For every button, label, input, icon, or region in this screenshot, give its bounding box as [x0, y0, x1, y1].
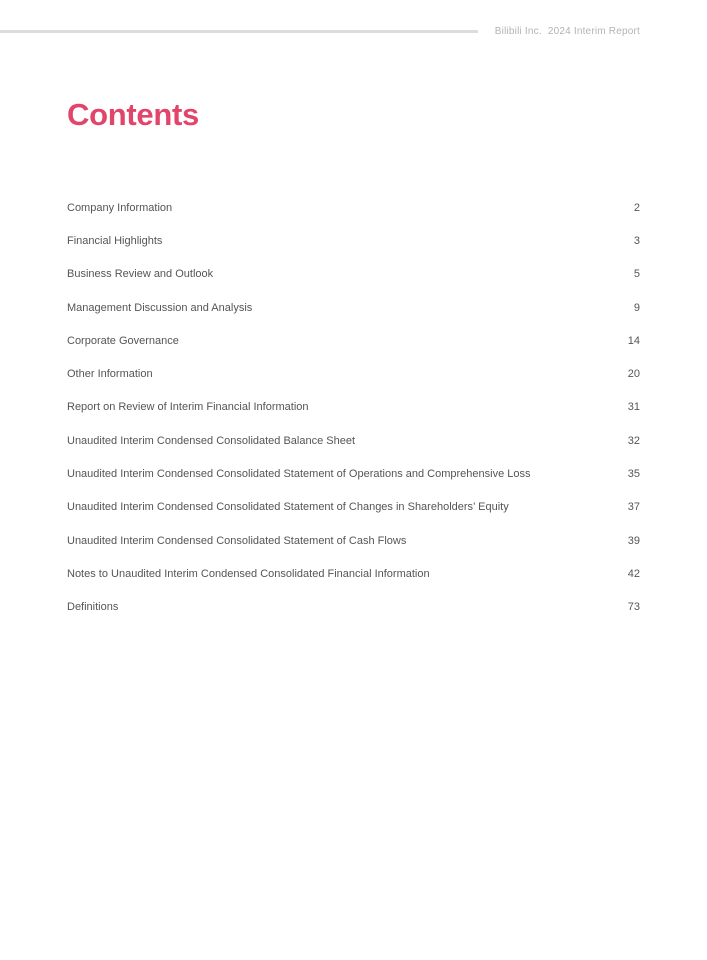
toc-item[interactable]	[67, 524, 640, 557]
table-of-contents	[67, 191, 640, 624]
toc-item-label: Company Information	[67, 201, 173, 214]
toc-item-page: 42	[627, 567, 640, 580]
toc-item-label: Definitions	[67, 601, 119, 614]
toc-item-label: Unaudited Interim Condensed Consolidated Balance Sheet	[67, 434, 356, 447]
toc-item[interactable]	[67, 224, 640, 257]
toc-item-label: Other Information	[67, 368, 153, 381]
toc-item[interactable]	[67, 391, 640, 424]
toc-item-label: Report on Review of Interim Financial Information	[67, 401, 309, 414]
toc-item-page: 37	[627, 501, 640, 514]
toc-item-page: 3	[633, 234, 640, 247]
toc-item-label: Unaudited Interim Condensed Consolidated Statement of Operations and Comprehensive Loss	[67, 468, 531, 481]
toc-item-page: 2	[633, 201, 640, 214]
toc-item-label: Notes to Unaudited Interim Condensed Consolidated Financial Information	[67, 567, 430, 580]
toc-item[interactable]	[67, 491, 640, 524]
toc-item-page: 73	[627, 601, 640, 614]
toc-item-label: Business Review and Outlook	[67, 268, 214, 281]
toc-item[interactable]	[67, 457, 640, 490]
toc-item-page: 9	[633, 301, 640, 314]
toc-item-page: 39	[627, 534, 640, 547]
toc-item-label: Corporate Governance	[67, 334, 179, 347]
toc-item[interactable]	[67, 424, 640, 457]
toc-item-label: Management Discussion and Analysis	[67, 301, 253, 314]
toc-item[interactable]	[67, 258, 640, 291]
running-header	[495, 26, 640, 37]
toc-item-label: Financial Highlights	[67, 234, 163, 247]
header-report: 2024 Interim Report	[547, 26, 640, 37]
toc-item-page: 35	[627, 468, 640, 481]
toc-item-page: 5	[633, 268, 640, 281]
toc-item[interactable]	[67, 191, 640, 224]
toc-item-page: 14	[627, 334, 640, 347]
toc-item-page: 32	[627, 434, 640, 447]
toc-item[interactable]	[67, 291, 640, 324]
toc-item[interactable]	[67, 591, 640, 624]
toc-item[interactable]	[67, 357, 640, 390]
header-rule	[0, 30, 478, 33]
page-title: Contents	[67, 97, 199, 132]
toc-item-page: 20	[627, 368, 640, 381]
toc-item-label: Unaudited Interim Condensed Consolidated Statement of Changes in Shareholders’ Equity	[67, 501, 509, 514]
toc-item-label: Unaudited Interim Condensed Consolidated Statement of Cash Flows	[67, 534, 407, 547]
header-company: Bilibili Inc.	[494, 26, 542, 37]
toc-item[interactable]	[67, 557, 640, 590]
toc-item[interactable]	[67, 324, 640, 357]
toc-item-page: 31	[627, 401, 640, 414]
